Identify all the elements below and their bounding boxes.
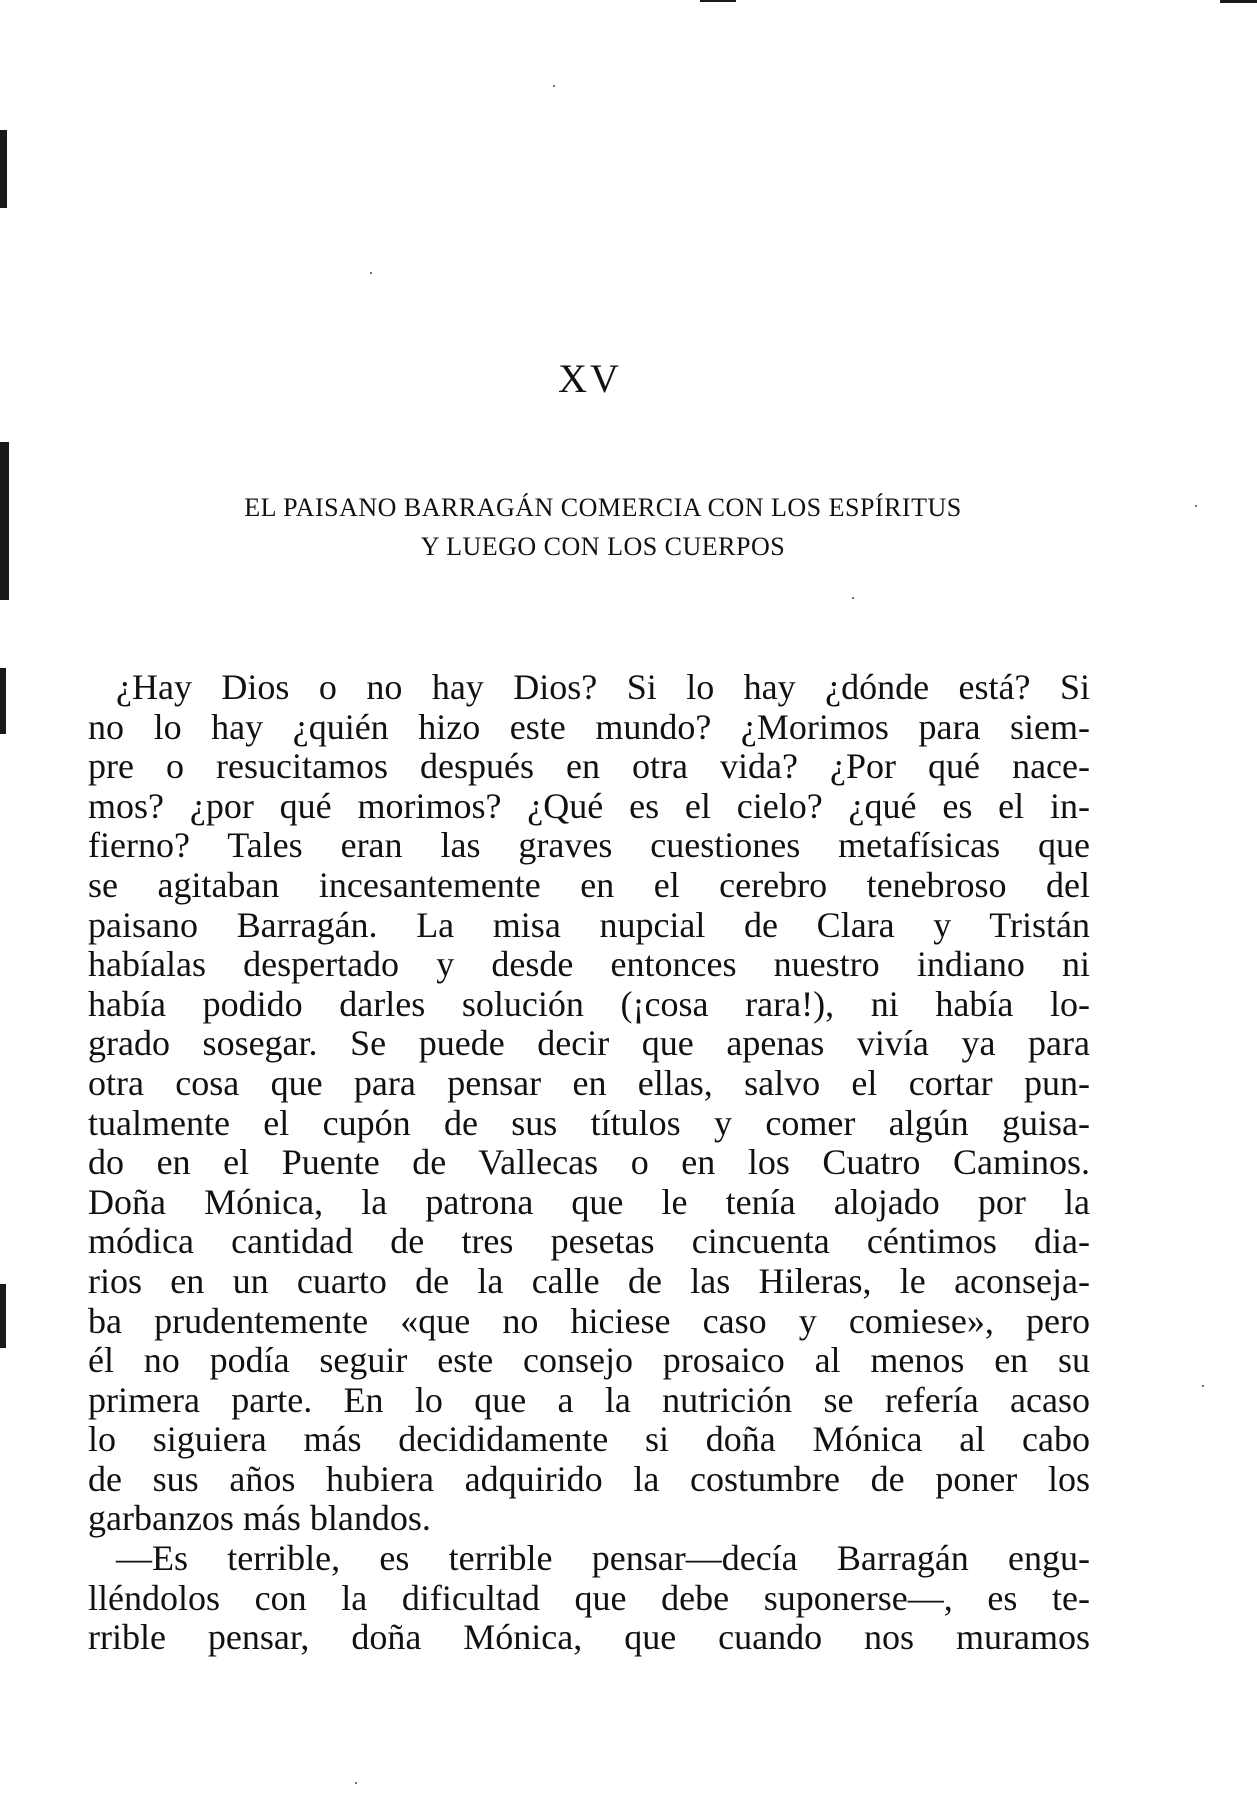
text-line: ¿Hay Dios o no hay Dios? Si lo hay ¿dónde está? Si xyxy=(116,667,1090,707)
text-line: él no podía seguir este consejo prosaico al menos en su xyxy=(88,1340,1090,1381)
scan-edge-mark xyxy=(0,668,6,734)
text-line: primera parte. En lo que a la nutrición se refería acaso xyxy=(88,1379,1090,1420)
scan-speck xyxy=(553,85,555,87)
scan-speck xyxy=(370,272,372,274)
text-line: —Es terrible, es terrible pensar—decía Barragán engu- xyxy=(116,1538,1090,1579)
chapter-number: XV xyxy=(558,356,622,401)
chapter-body xyxy=(88,668,1090,1658)
scan-edge-mark xyxy=(1220,0,1257,3)
text-line: Doña Mónica, la patrona que le tenía alojado por la xyxy=(88,1181,1090,1222)
text-line: do en el Puente de Vallecas o en los Cuatro Caminos. xyxy=(88,1142,1090,1183)
text-line: mos? ¿por qué morimos? ¿Qué es el cielo? ¿qué es el in- xyxy=(88,785,1090,826)
text-line: no lo hay ¿quién hizo este mundo? ¿Morimos para siem- xyxy=(88,706,1090,747)
scan-edge-mark xyxy=(0,130,7,208)
scan-speck xyxy=(1195,505,1197,507)
text-line: rrible pensar, doña Mónica, que cuando nos muramos xyxy=(88,1617,1090,1658)
text-line: módica cantidad de tres pesetas cincuenta céntimos dia- xyxy=(88,1221,1090,1262)
scan-speck xyxy=(1202,1385,1204,1387)
text-line: lléndolos con la dificultad que debe suponerse—, es te- xyxy=(88,1577,1090,1618)
text-line: lo siguiera más decididamente si doña Mónica al cabo xyxy=(88,1419,1090,1460)
chapter-title-line: Y LUEGO CON LOS CUERPOS xyxy=(420,532,786,561)
scan-edge-mark xyxy=(700,0,736,2)
scan-speck xyxy=(852,597,854,599)
text-line: ba prudentemente «que no hiciese caso y comiese», pero xyxy=(88,1300,1090,1341)
text-line: tualmente el cupón de sus títulos y comer algún guisa- xyxy=(88,1102,1090,1143)
scan-edge-mark xyxy=(0,442,9,600)
text-line: fierno? Tales eran las graves cuestiones metafísicas que xyxy=(88,825,1090,866)
text-line: otra cosa que para pensar en ellas, salvo el cortar pun- xyxy=(88,1062,1090,1103)
text-line: pre o resucitamos después en otra vida? ¿Por qué nace- xyxy=(88,746,1090,787)
text-line: paisano Barragán. La misa nupcial de Clara y Tristán xyxy=(88,904,1090,945)
text-line: habíalas despertado y desde entonces nuestro indiano ni xyxy=(88,944,1090,985)
text-line: rios en un cuarto de la calle de las Hileras, le aconseja- xyxy=(88,1260,1090,1301)
chapter-title xyxy=(118,488,1088,566)
scan-edge-mark xyxy=(0,1284,6,1348)
text-line: garbanzos más blandos. xyxy=(88,1498,431,1539)
scan-speck xyxy=(355,1782,357,1784)
text-line: había podido darles solución (¡cosa rara!), ni había lo- xyxy=(88,983,1090,1024)
chapter-title-line: EL PAISANO BARRAGÁN COMERCIA CON LOS ESPÍRITUS xyxy=(244,493,962,522)
text-line: se agitaban incesantemente en el cerebro tenebroso del xyxy=(88,864,1090,905)
text-line: de sus años hubiera adquirido la costumbre de poner los xyxy=(88,1458,1090,1499)
text-line: grado sosegar. Se puede decir que apenas vivía ya para xyxy=(88,1023,1090,1064)
